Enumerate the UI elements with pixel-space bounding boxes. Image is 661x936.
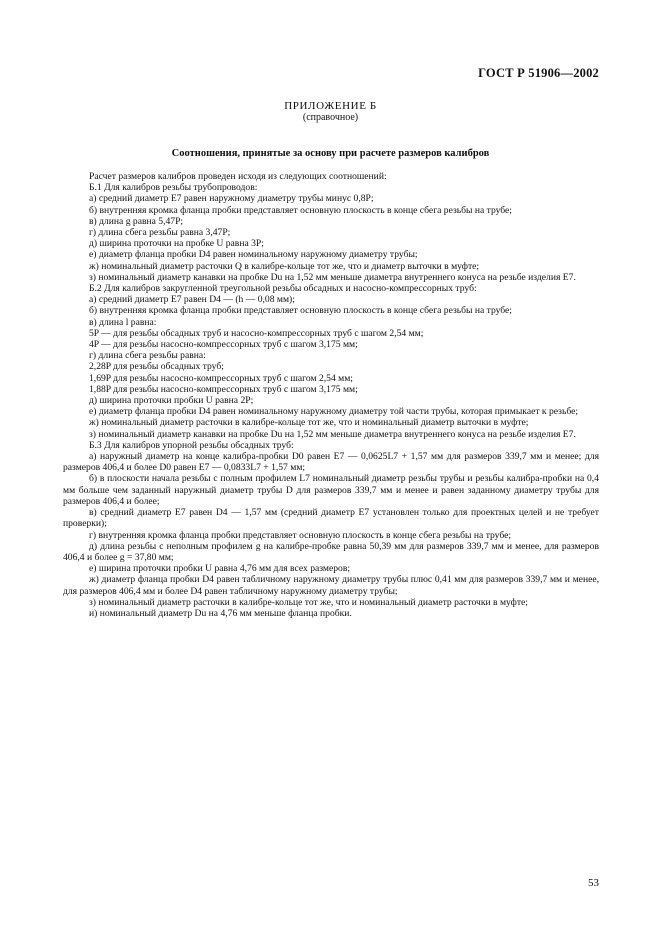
paragraph: д) длина резьбы с неполным профилем g на калибре-пробке равна 50,39 мм для размеров 339,7 мм и менее, для размеров 406,4 и более g = 37,80 мм; [63,540,599,563]
paragraph: ж) диаметр фланца пробки D4 равен табличному наружному диаметру трубы плюс 0,41 мм для размеров 339,7 мм и менее, для размеров 406,4 мм и более D4 равен табличному наружному диаметру трубы; [63,574,599,597]
paragraph: г) длина сбега резьбы равна: [89,350,206,362]
paragraph: з) номинальный диаметр канавки на пробке Du на 1,52 мм меньше диаметра внутреннего конуса на резьбе изделия E7. [89,428,576,440]
paragraph: и) номинальный диаметр Du на 4,76 мм меньше фланца пробки. [89,607,352,619]
paragraph: г) внутренняя кромка фланца пробки представляет основную плоскость в конце сбега резьбы на трубе; [89,529,512,541]
paragraph: б) в плоскости начала резьбы с полным профилем L7 номинальный диаметр резьбы трубы и резьбы калибра-пробки на 0,4 мм больше чем заданный наружный диаметр трубы D для размеров 339,7 мм и менее и равен заданному диаметру трубы для размеров 406,4 и более; [63,473,599,507]
paragraph: д) ширина проточки пробки U равна 2P; [89,395,254,407]
paragraph: 1,88P для резьбы насосно-компрессорных труб с шагом 3,175 мм; [89,383,358,395]
paragraph: 1,69P для резьбы насосно-компрессорных труб с шагом 2,54 мм; [89,372,353,384]
appendix-title: ПРИЛОЖЕНИЕ Б [284,100,377,112]
paragraph: г) длина сбега резьбы равна 3,47P; [89,227,231,239]
paragraph: Б.1 Для калибров резьбы трубопроводов: [89,182,258,194]
standard-number: ГОСТ Р 51906—2002 [478,66,599,80]
paragraph: в) длина g равна 5,47P; [89,215,184,227]
paragraph: в) средний диаметр E7 равен D4 — 1,57 мм (средний диаметр E7 установлен только для проектных целей и не требует проверки); [63,507,599,530]
paragraph: е) ширина проточки пробки U равна 4,76 мм для всех размеров; [89,563,351,575]
paragraph: а) средний диаметр E7 равен D4 — (h — 0,08 мм); [89,294,295,306]
paragraph: 2,28P для резьбы обсадных труб; [89,361,224,373]
paragraph: 5P — для резьбы обсадных труб и насосно-компрессорных труб с шагом 2,54 мм; [89,327,424,339]
paragraph: Б.2 Для калибров закругленной треугольной резьбы обсадных и насосно-компрессорных труб: [89,283,477,295]
paragraph: з) номинальный диаметр канавки на пробке Du на 1,52 мм меньше диаметра внутреннего конуса на резьбе изделия E7. [89,271,576,283]
appendix-subtitle: (справочное) [302,112,359,123]
paragraph: б) внутренняя кромка фланца пробки представляет основную плоскость в конце сбега резьбы на трубе; [89,204,512,216]
paragraph: ж) номинальный диаметр расточки в калибре-кольце тот же, что и номинальный диаметр выточки в муфте; [89,417,529,429]
paragraph: а) средний диаметр E7 равен наружному диаметру трубы минус 0,8P; [89,193,374,205]
paragraph: Расчет размеров калибров проведен исходя из следующих соотношений: [89,171,387,182]
paragraph: Б.3 Для калибров упорной резьбы обсадных труб: [89,439,294,451]
paragraph: е) диаметр фланца пробки D4 равен номинальному наружному диаметру той части трубы, которая примыкает к резьбе; [89,406,579,418]
paragraph: в) длина l равна: [89,316,157,328]
paragraph: 4P — для резьбы насосно-компрессорных труб с шагом 3,175 мм; [89,339,358,351]
document-body [63,171,599,619]
paragraph: а) наружный диаметр на конце калибра-пробки D0 равен E7 — 0,0625L7 + 1,57 мм для размеров 339,7 мм и менее; для размеров 406,4 и более D0 равен E7 — 0,0833L7 + 1,57 мм; [63,451,599,474]
page-number: 53 [588,877,599,889]
paragraph: ж) номинальный диаметр расточки Q в калибре-кольце тот же, что и диаметр выточки в муфте; [89,260,480,272]
paragraph: з) номинальный диаметр расточки в калибре-кольце тот же, что и номинальный диаметр расточки в муфте; [89,596,528,608]
paragraph: д) ширина проточки на пробке U равна 3P; [89,238,264,250]
paragraph: б) внутренняя кромка фланца пробки представляет основную плоскость в конце сбега резьбы на трубе; [89,305,512,317]
section-title: Соотношения, принятые за основу при расчете размеров калибров [171,148,490,159]
paragraph: е) диаметр фланца пробки D4 равен номинальному наружному диаметру трубы; [89,249,418,261]
